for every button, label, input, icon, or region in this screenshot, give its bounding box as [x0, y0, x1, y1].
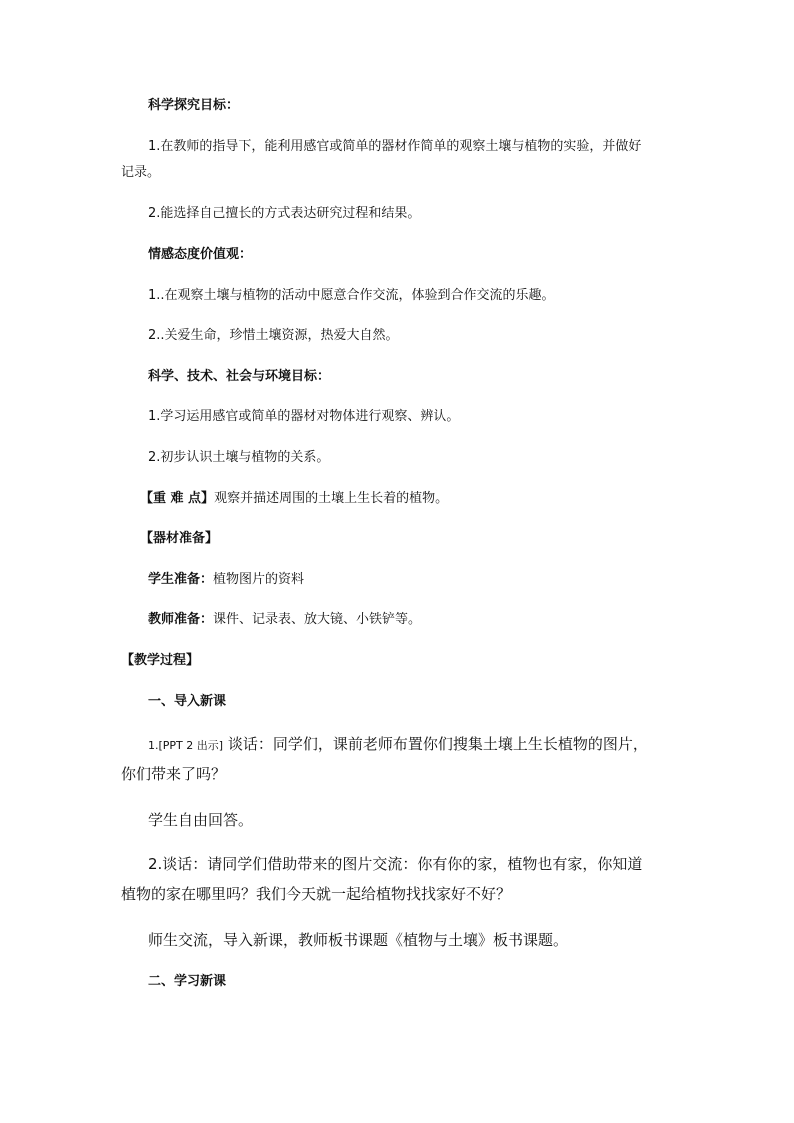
- student-preparation: [148, 571, 304, 589]
- attitude-goal-2: 2..关爱生命，珍惜土壤资源，热爱大自然。: [148, 328, 399, 343]
- key-points-label: 【重 难 点】: [140, 491, 215, 506]
- teacher-preparation: [148, 611, 421, 629]
- section-1-title: 一、导入新课: [148, 694, 227, 709]
- step-1-line-2: 你们带来了吗？: [121, 765, 227, 783]
- section-2-title: 二、学习新课: [148, 974, 227, 989]
- heading-attitude-goals: 情感态度价值观：: [148, 247, 253, 262]
- step-1-answer: 学生自由回答。: [148, 811, 254, 829]
- attitude-goal-1: 1..在观察土壤与植物的活动中愿意合作交流，体验到合作交流的乐趣。: [148, 288, 555, 303]
- sts-goal-1: 1.学习运用感官或简单的器材对物体进行观察、辨认。: [148, 409, 460, 424]
- inquiry-goal-2: 2.能选择自己擅长的方式表达研究过程和结果。: [148, 206, 421, 221]
- student-preparation-label: 学生准备：: [148, 572, 214, 587]
- inquiry-goal-1-line-1: 1.在教师的指导下，能利用感官或简单的器材作简单的观察土壤与植物的实验，并做好: [148, 139, 642, 154]
- sts-goal-2: 2.初步认识土壤与植物的关系。: [148, 450, 330, 465]
- heading-inquiry-goals: 科学探究目标：: [148, 98, 240, 113]
- step-1-dialogue: 谈话：同学们，课前老师布置你们搜集土壤上生长植物的图片，: [227, 735, 648, 753]
- step-2-line-2: 植物的家在哪里吗？我们今天就一起给植物找找家好不好？: [121, 885, 512, 903]
- inquiry-goal-1-line-2: 记录。: [121, 165, 161, 180]
- step-1-ppt-prefix: 1.[PPT 2 出示]: [148, 739, 224, 752]
- key-points: [140, 490, 448, 508]
- step-1-line-1: [148, 733, 648, 757]
- heading-sts-goals: 科学、技术、社会与环境目标：: [148, 369, 331, 384]
- student-preparation-text: 植物图片的资料: [213, 572, 305, 587]
- teacher-preparation-text: 课件、记录表、放大镜、小铁铲等。: [213, 612, 422, 627]
- heading-teaching-process: 【教学过程】: [121, 653, 200, 668]
- teacher-preparation-label: 教师准备：: [148, 612, 214, 627]
- step-2-line-3: 师生交流，导入新课，教师板书课题《植物与土壤》板书课题。: [148, 931, 569, 949]
- heading-materials: 【器材准备】: [140, 531, 219, 546]
- key-points-text: 观察并描述周围的土壤上生长着的植物。: [214, 491, 449, 506]
- step-2-line-1: 2.谈话：请同学们借助带来的图片交流：你有你的家，植物也有家，你知道: [148, 855, 643, 873]
